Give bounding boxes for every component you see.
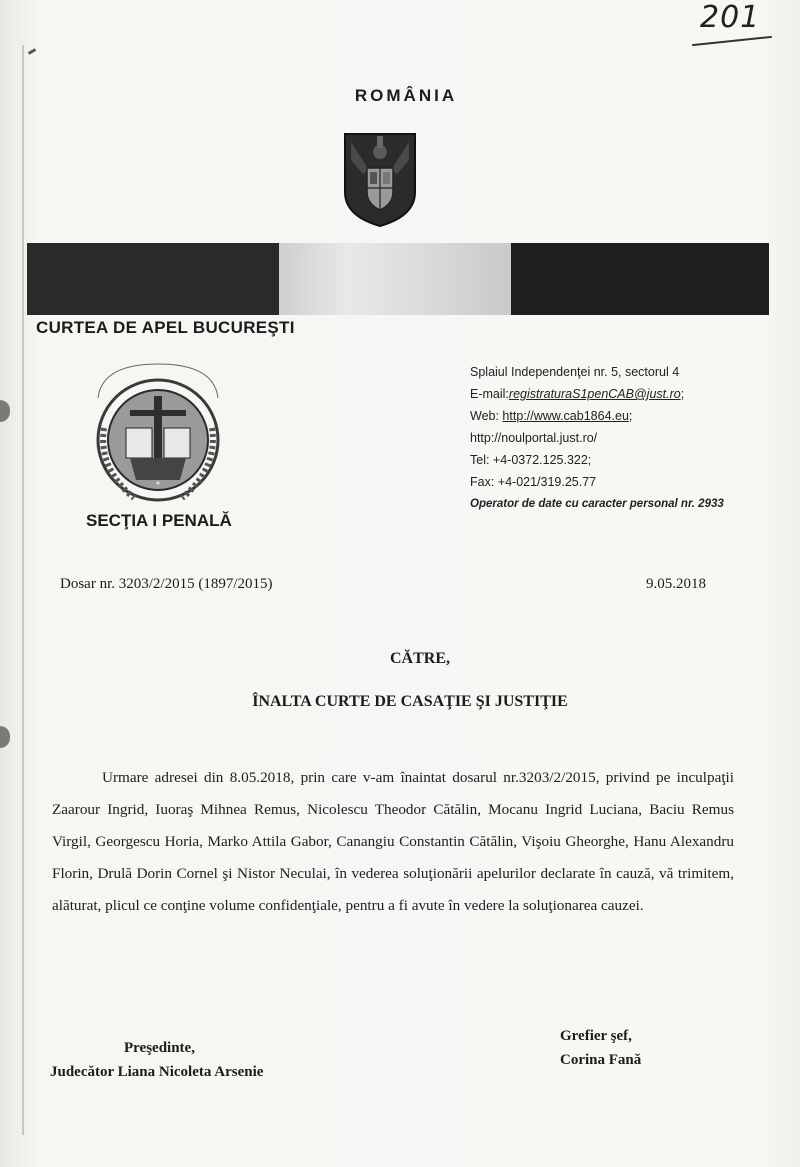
letter-body: Urmare adresei din 8.05.2018, prin care v-am înaintat dosarul nr.3203/2/2015, privind pe inculpaţii Zaarour Ingrid, Iuoraş Mihnea Remus, Nicolescu Theodor Cătălin, Mocanu Ingrid Luciana, Baciu Remus Virgil, Georgescu Horia, Marko Attila Gabor, Canangiu Constantin Cătălin, Vişoiu Gheorghe, Hanu Alexandru Florin, Drulă Dorin Cornel şi Nistor Neculai, în vederea soluţionării apelurilor declarate în cauză, vă trimitem, alăturat, plicul ce conţine volume confidenţiale, pentru a fi avute în vedere la soluţionarea cauzei. [52, 769, 734, 914]
court-section: SECŢIA I PENALĂ [86, 511, 232, 530]
country-heading: ROMÂNIA [354, 86, 458, 105]
header-banner [27, 243, 769, 315]
email-link[interactable]: registraturaS1penCAB@just.ro [508, 387, 681, 401]
pen-mark [28, 48, 36, 55]
punch-hole [0, 726, 10, 748]
signature-clerk [560, 1024, 641, 1072]
clerk-role: Grefier şef, [560, 1028, 632, 1044]
contact-address: Splaiul Independenţei nr. 5, sectorul 4 [470, 365, 680, 379]
court-emblem-icon [84, 358, 232, 508]
contact-block [470, 361, 724, 515]
svg-text:✦: ✦ [154, 479, 162, 488]
data-operator-number: Operator de date cu caracter personal nr. 2933 [470, 498, 724, 510]
handwritten-folio-number: 201 [700, 0, 761, 35]
case-file-number: Dosar nr. 3203/2/2015 (1897/2015) [60, 576, 273, 592]
recipient-label: CĂTRE, [389, 650, 450, 667]
coat-of-arms-icon [341, 130, 419, 228]
president-role: Preşedinte, [124, 1040, 195, 1056]
court-name: CURTEA DE APEL BUCUREŞTI [36, 318, 295, 337]
document-date: 9.05.2018 [646, 576, 706, 592]
punch-hole [0, 400, 10, 422]
web-suffix: ; [628, 409, 633, 423]
portal-link[interactable]: http://noulportal.just.ro/ [470, 431, 598, 445]
contact-tel: Tel: +4-0372.125.322; [470, 453, 592, 467]
contact-fax: Fax: +4-021/319.25.77 [470, 475, 597, 489]
web-label: Web: [470, 409, 503, 423]
email-label: E-mail: [470, 387, 509, 401]
clerk-name: Corina Fană [560, 1052, 642, 1068]
president-name: Judecător Liana Nicoleta Arsenie [50, 1064, 264, 1080]
email-suffix: ; [680, 387, 685, 401]
folio-underline [692, 36, 772, 46]
page-fold-line [22, 45, 24, 1135]
signature-president [50, 1036, 263, 1084]
web-link[interactable]: http://www.cab1864.eu [502, 409, 629, 423]
contact-email-line [470, 383, 724, 405]
recipient-name: ÎNALTA CURTE DE CASAŢIE ŞI JUSTIŢIE [252, 693, 568, 710]
contact-web-line [470, 405, 724, 427]
